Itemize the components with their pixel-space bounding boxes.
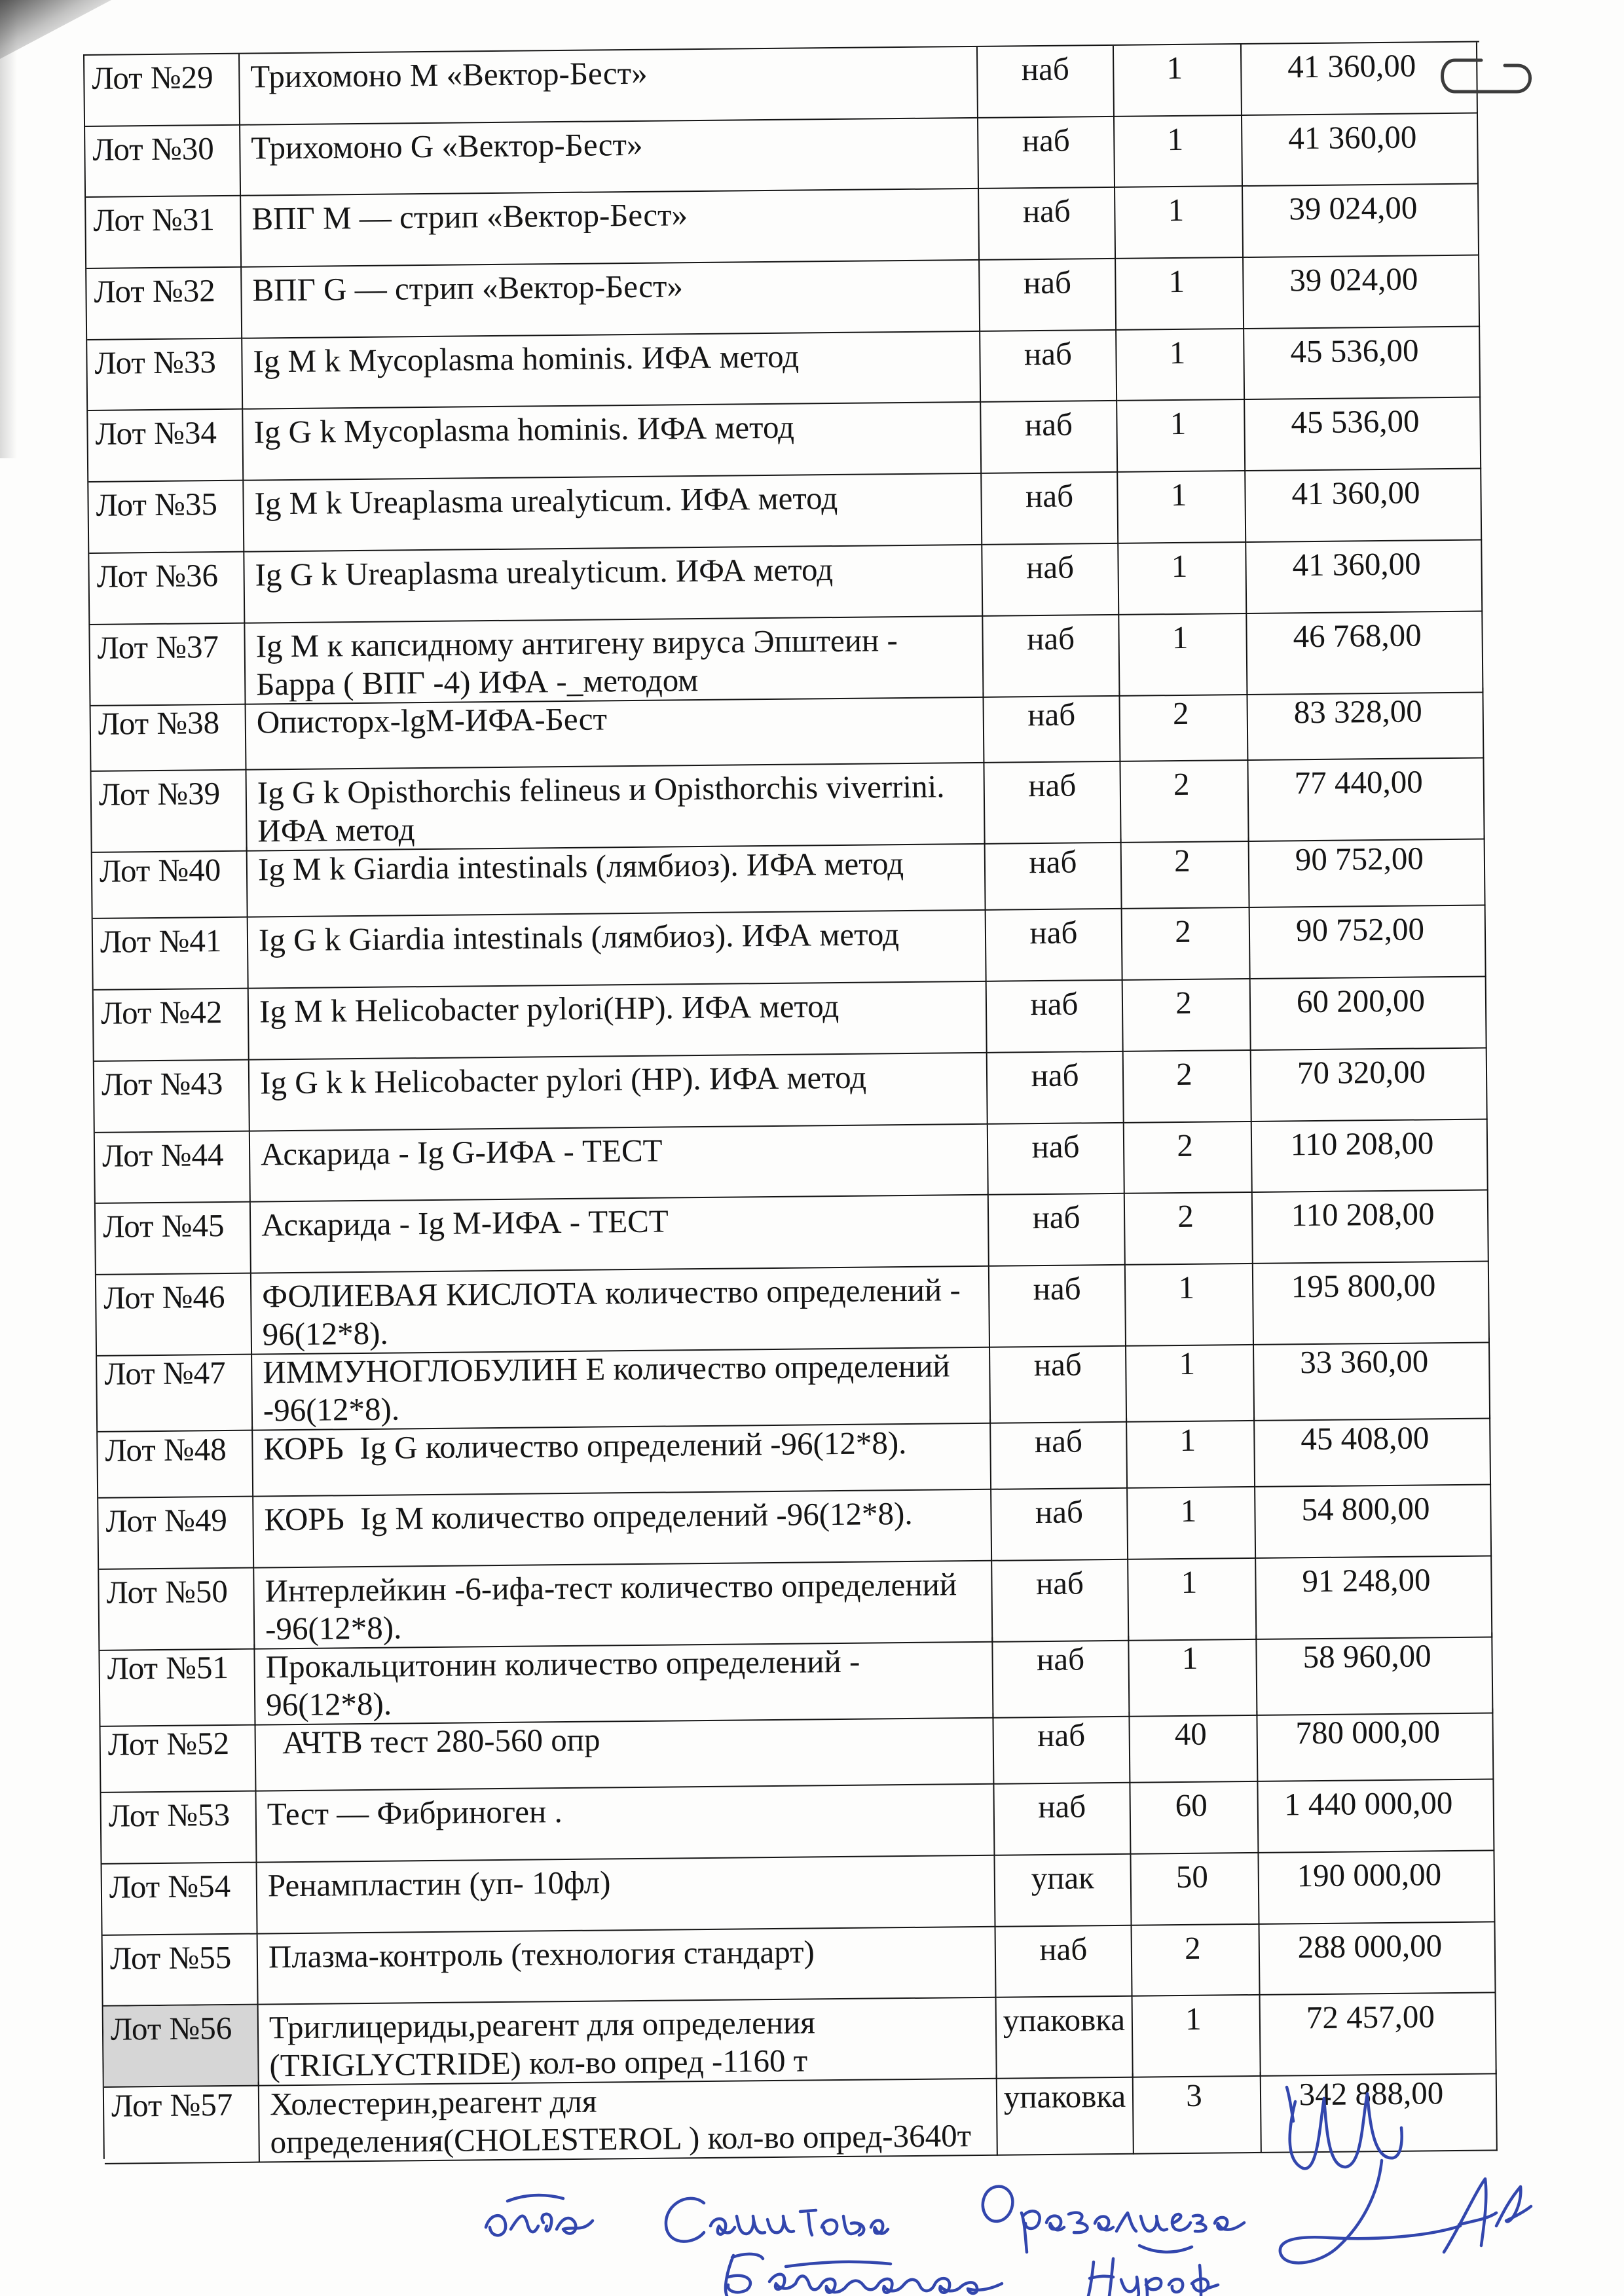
description-cell (249, 982, 987, 1061)
unit-cell: наб (991, 1489, 1128, 1561)
lot-number-cell: Лот №41 (93, 918, 249, 991)
table-row (102, 1851, 1498, 1935)
description-line: Ig M к капсидному антигену вируса Эпштеин - (255, 621, 898, 665)
table-row (99, 1556, 1494, 1646)
amount-cell: 60 200,00 (1251, 977, 1487, 1051)
quantity-cell: 2 (1125, 1193, 1253, 1266)
unit-cell: наб (978, 46, 1115, 118)
quantity-cell: 1 (1128, 1487, 1256, 1560)
table-row (93, 906, 1488, 991)
quantity-cell: 2 (1120, 690, 1248, 763)
lot-number-cell: Лот №34 (88, 410, 244, 483)
description-line: Ig M k Ureaplasma urealyticum. ИФА метод (254, 480, 838, 522)
amount-cell: 1 440 000,00 (1258, 1780, 1494, 1853)
table-row (92, 759, 1487, 848)
description-line: КОРЬ Ig M количество определений -96(12*8). (264, 1495, 913, 1538)
description-line: ИФА метод (257, 811, 415, 849)
quantity-cell: 50 (1131, 1853, 1259, 1926)
unit-cell: наб (989, 1266, 1126, 1348)
table-row (96, 1191, 1491, 1275)
description-cell (259, 1998, 997, 2086)
table-row (101, 1780, 1496, 1865)
unit-cell: наб (984, 691, 1120, 764)
table-row (84, 43, 1480, 127)
unit-cell: наб (980, 331, 1117, 403)
signature-7 (1088, 2259, 1218, 2296)
lot-number-cell: Лот №31 (86, 196, 242, 269)
quantity-cell: 2 (1124, 1121, 1253, 1194)
unit-cell: наб (986, 909, 1123, 982)
unit-cell: наб (993, 1712, 1130, 1785)
description-cell (248, 840, 986, 919)
lot-number-cell: Лот №44 (95, 1131, 251, 1204)
unit-cell: наб (981, 401, 1118, 474)
description-line: -96(12*8). (263, 1391, 400, 1429)
quantity-cell: 1 (1115, 187, 1244, 259)
lot-number-cell: Лот №47 (97, 1350, 253, 1432)
description-line: Триглицериды,реагент для определения (268, 2004, 816, 2046)
amount-cell: 83 328,00 (1247, 687, 1484, 761)
table-row (96, 1262, 1492, 1351)
description-cell (254, 1561, 993, 1650)
table-row (90, 687, 1486, 772)
signature-1 (486, 2195, 593, 2235)
lot-number-cell: Лот №48 (98, 1426, 253, 1499)
description-line: Ig M k Giardia intestinals (лямбиоз). ИФА метод (257, 845, 904, 888)
table-row (100, 1633, 1495, 1722)
table-row (98, 1414, 1493, 1499)
description-line: Трихомоно G «Вектор-Бест» (251, 126, 643, 166)
description-line: ВПГ G — стрип «Вектор-Бест» (252, 268, 684, 308)
unit-cell: наб (979, 188, 1116, 261)
table-row (94, 1048, 1490, 1133)
lot-number-cell: Лот №32 (86, 268, 242, 340)
description-line: Ренампластин (уп- 10фл) (267, 1864, 611, 1904)
unit-cell: наб (988, 1123, 1125, 1195)
amount-cell: 195 800,00 (1253, 1262, 1490, 1345)
quantity-cell: 1 (1133, 1995, 1261, 2078)
description-cell (253, 1419, 991, 1497)
signature-2 (666, 2198, 888, 2242)
signature-5 (1444, 2179, 1531, 2252)
description-cell (242, 261, 980, 339)
lot-number-cell: Лот №38 (90, 699, 246, 772)
table-row (103, 1922, 1498, 2007)
unit-cell: наб (986, 839, 1122, 911)
lot-number-cell: Лот №39 (92, 771, 248, 853)
quantity-cell: 1 (1126, 1340, 1255, 1423)
description-cell (244, 474, 982, 553)
amount-cell: 33 360,00 (1254, 1338, 1490, 1421)
amount-cell: 41 360,00 (1246, 540, 1483, 613)
table-row (89, 540, 1485, 625)
description-line: Трихомоно М «Вектор-Бест» (250, 54, 648, 95)
description-cell (252, 1343, 991, 1431)
unit-cell: наб (993, 1636, 1130, 1719)
amount-cell: 110 208,00 (1252, 1120, 1488, 1193)
description-cell (248, 911, 987, 989)
description-line: Холестерин,реагент для (269, 2083, 597, 2122)
table-row (100, 1709, 1496, 1793)
description-line: Плазма-контроль (технология стандарт) (268, 1933, 815, 1975)
amount-cell: 54 800,00 (1255, 1485, 1492, 1559)
unit-cell: наб (983, 615, 1120, 697)
description-line: Ig G k Ureaplasma urealyticum. ИФА метод (255, 551, 834, 593)
description-line: Описторх-lgM-ИФА-Бест (256, 701, 608, 740)
quantity-cell: 2 (1120, 761, 1249, 843)
description-line: Аскарида - Ig G-ИФА - ТЕСТ (260, 1132, 663, 1173)
description-cell (258, 1927, 997, 2005)
description-line: КОРЬ Ig G количество определений -96(12*8). (263, 1424, 907, 1467)
lot-number-cell: Лот №37 (90, 623, 246, 706)
table-row (98, 1485, 1494, 1570)
description-line: 96(12*8). (265, 1685, 392, 1723)
amount-cell: 41 360,00 (1242, 113, 1479, 187)
description-cell (253, 1490, 992, 1569)
lot-number-cell: Лот №35 (88, 481, 244, 554)
description-cell (256, 1785, 995, 1863)
amount-cell: 58 960,00 (1257, 1633, 1493, 1716)
description-cell (251, 1267, 990, 1355)
lot-number-cell: Лот №56 (103, 2005, 259, 2088)
amount-cell: 45 536,00 (1244, 327, 1481, 400)
quantity-cell: 1 (1129, 1635, 1257, 1717)
description-cell (255, 1713, 994, 1792)
description-cell (245, 616, 984, 704)
description-line: -96(12*8). (265, 1609, 402, 1647)
quantity-cell: 1 (1119, 613, 1247, 696)
description-line: Аскарида - Ig M-ИФА - ТЕСТ (261, 1203, 669, 1243)
lot-number-cell: Лот №45 (96, 1203, 251, 1275)
lots-table-wrapper (83, 41, 1500, 2159)
description-line: Ig G k Mycoplasma hominis. ИФА метод (253, 409, 795, 450)
amount-cell: 342 888,00 (1261, 2069, 1498, 2153)
quantity-cell: 3 (1134, 2071, 1262, 2154)
quantity-cell: 2 (1123, 979, 1251, 1052)
signature-3 (983, 2187, 1244, 2252)
amount-cell: 46 768,00 (1247, 611, 1483, 695)
description-cell (240, 47, 978, 126)
lot-number-cell: Лот №49 (98, 1497, 254, 1570)
description-line: определения(CHOLESTEROL ) кол-во опред-3640т (270, 2117, 972, 2160)
unit-cell: наб (994, 1783, 1131, 1856)
description-line: 96(12*8). (262, 1315, 388, 1353)
quantity-cell: 1 (1127, 1416, 1255, 1489)
description-cell (247, 763, 986, 852)
description-line: ФОЛИЕВАЯ КИСЛОТА количество определений - (261, 1271, 961, 1315)
unit-cell: наб (991, 1417, 1128, 1490)
description-cell (255, 1637, 993, 1726)
unit-cell: наб (978, 117, 1115, 190)
description-line: Тест — Фибриноген . (267, 1793, 563, 1832)
lot-number-cell: Лот №36 (89, 552, 245, 625)
signature-6 (726, 2254, 1002, 2296)
lot-number-cell: Лот №57 (104, 2081, 260, 2164)
unit-cell: наб (982, 544, 1119, 617)
table-row (85, 113, 1481, 198)
lot-number-cell: Лот №43 (94, 1060, 250, 1133)
table-row (103, 1994, 1499, 2083)
quantity-cell: 1 (1116, 329, 1245, 402)
amount-cell: 70 320,00 (1251, 1048, 1488, 1121)
description-cell (259, 2074, 998, 2162)
lots-table (83, 41, 1500, 2159)
amount-cell: 288 000,00 (1260, 1922, 1496, 1995)
quantity-cell: 1 (1126, 1264, 1254, 1347)
description-cell (240, 118, 979, 197)
lot-number-cell: Лот №50 (99, 1568, 255, 1650)
quantity-cell: 2 (1132, 1924, 1261, 1997)
amount-cell: 45 536,00 (1245, 398, 1481, 471)
description-line: ИММУНОГЛОБУЛИН Е количество определений (263, 1347, 950, 1391)
unit-cell: наб (987, 981, 1124, 1053)
description-line: Барра ( ВПГ -4) ИФА -_методом (255, 661, 699, 702)
amount-cell: 72 457,00 (1261, 1994, 1497, 2077)
amount-cell: 41 360,00 (1246, 469, 1482, 543)
lot-number-cell: Лот №53 (101, 1792, 257, 1865)
lot-number-cell: Лот №52 (100, 1721, 256, 1793)
description-line: Прокальцитонин количество определений - (265, 1643, 860, 1685)
unit-cell: наб (984, 762, 1121, 845)
amount-cell: 90 752,00 (1250, 906, 1486, 979)
amount-cell: 45 408,00 (1255, 1414, 1491, 1487)
amount-cell: 41 360,00 (1242, 43, 1478, 116)
description-line: ВПГ М — стрип «Вектор-Бест» (251, 196, 688, 237)
quantity-cell: 1 (1114, 45, 1242, 117)
quantity-cell: 60 (1130, 1782, 1259, 1855)
amount-cell: 39 024,00 (1244, 256, 1480, 329)
lot-number-cell: Лот №42 (94, 989, 249, 1062)
amount-cell: 77 440,00 (1248, 759, 1485, 842)
table-row (94, 977, 1489, 1062)
amount-cell: 90 752,00 (1249, 835, 1486, 908)
unit-cell: наб (990, 1341, 1127, 1424)
lot-number-cell: Лот №40 (92, 847, 248, 919)
unit-cell: наб (980, 259, 1116, 332)
amount-cell: 91 248,00 (1256, 1556, 1492, 1639)
table-row (86, 185, 1481, 269)
description-line: Ig G k k Helicobacter pylori (HP). ИФА метод (259, 1059, 867, 1101)
description-line: Ig G k Giardia intestinals (лямбиоз). ИФА метод (258, 916, 900, 958)
description-cell (251, 1195, 989, 1274)
amount-cell: 39 024,00 (1243, 185, 1479, 258)
lot-number-cell: Лот №55 (103, 1934, 259, 2007)
description-line: (TRIGLYCTRIDE) кол-во опред -1160 т (269, 2042, 808, 2084)
lot-number-cell: Лот №29 (84, 54, 240, 127)
quantity-cell: 2 (1124, 1051, 1252, 1123)
quantity-cell: 1 (1115, 116, 1243, 189)
description-line: Ig M k Helicobacter pylori(HP). ИФА метод (259, 988, 840, 1030)
quantity-cell: 1 (1118, 471, 1246, 544)
table-row (95, 1120, 1490, 1204)
amount-cell: 110 208,00 (1253, 1191, 1489, 1264)
unit-cell: наб (989, 1194, 1126, 1267)
description-cell (249, 1053, 988, 1132)
quantity-cell: 1 (1128, 1559, 1257, 1641)
unit-cell: наб (992, 1560, 1129, 1643)
table-row (88, 469, 1484, 554)
unit-cell: наб (987, 1052, 1124, 1125)
table-row (86, 256, 1482, 340)
table-row (87, 327, 1483, 411)
description-cell (246, 693, 984, 771)
quantity-cell: 1 (1117, 400, 1246, 473)
description-line: Ig M k Mycoplasma hominis. ИФА метод (253, 338, 800, 380)
description-cell (250, 1124, 989, 1203)
quantity-cell: 2 (1122, 908, 1251, 981)
quantity-cell: 40 (1130, 1711, 1258, 1783)
table-row (97, 1338, 1492, 1428)
description-cell (241, 189, 980, 268)
unit-cell: наб (996, 1925, 1133, 1998)
unit-cell: упаковка (997, 1997, 1134, 2079)
description-cell (242, 332, 981, 410)
lot-number-cell: Лот №33 (87, 338, 243, 411)
description-line: АЧТВ тест 280-560 опр (266, 1722, 600, 1761)
table-row (92, 835, 1488, 919)
scan-edge-shadow (0, 0, 17, 458)
lot-number-cell: Лот №46 (96, 1274, 252, 1357)
unit-cell: упак (995, 1855, 1132, 1927)
lot-number-cell: Лот №54 (102, 1863, 258, 1935)
table-row (88, 398, 1483, 483)
description-cell (244, 545, 983, 624)
unit-cell: наб (982, 473, 1118, 545)
quantity-cell: 1 (1116, 258, 1244, 331)
amount-cell: 780 000,00 (1257, 1709, 1494, 1782)
description-line: Интерлейкин -6-ифа-тест количество определений (265, 1566, 957, 1609)
table-row (90, 611, 1485, 701)
lot-number-cell: Лот №30 (85, 125, 241, 198)
amount-cell: 190 000,00 (1259, 1851, 1495, 1924)
description-line: Ig G k Opisthorchis felineus и Opisthorchis viverrini. (257, 768, 945, 811)
quantity-cell: 1 (1118, 543, 1247, 615)
quantity-cell: 2 (1122, 837, 1250, 910)
description-cell (243, 403, 982, 481)
lot-number-cell: Лот №51 (100, 1645, 255, 1727)
description-cell (257, 1856, 996, 1935)
unit-cell: упаковка (997, 2073, 1134, 2155)
table-row (104, 2069, 1500, 2159)
